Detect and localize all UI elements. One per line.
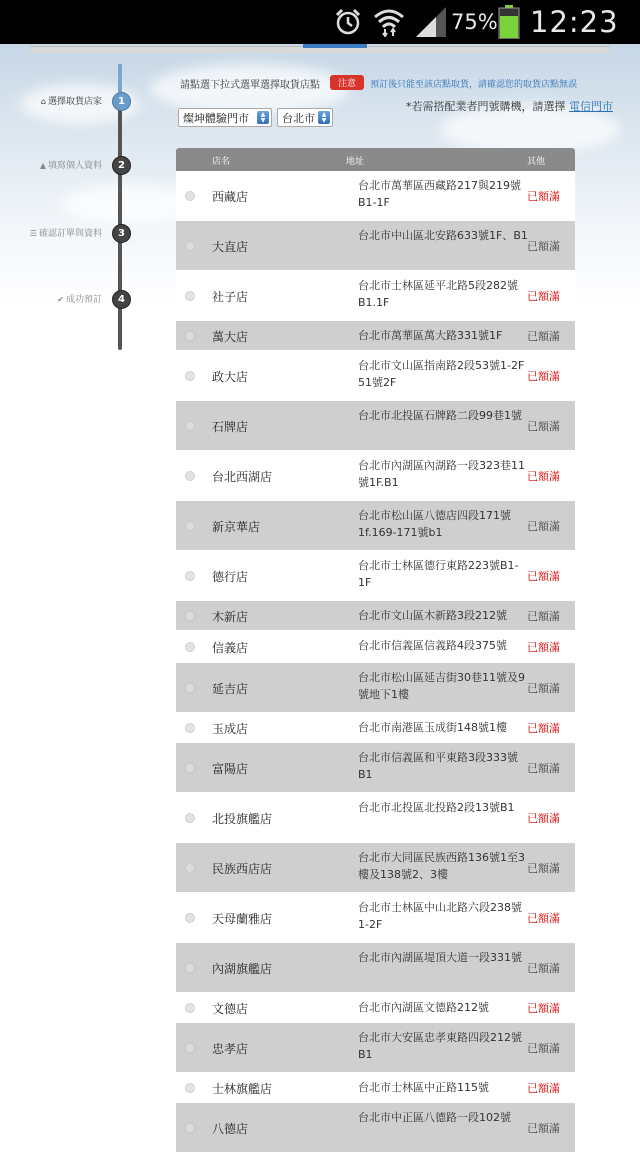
store-status: 已額滿: [527, 240, 560, 253]
store-address: 台北市士林區中山北路六段238號1-2F: [358, 901, 522, 931]
table-row[interactable]: [176, 551, 575, 601]
store-status: 已額滿: [527, 682, 560, 695]
store-name: 延吉店: [212, 682, 249, 696]
store-radio[interactable]: [185, 913, 195, 923]
status-bar: [0, 0, 640, 44]
notice-text: 預訂後只能至該店點取貨，請確認您的取貨店點無誤: [370, 80, 578, 90]
table-row[interactable]: [176, 1023, 575, 1073]
store-radio[interactable]: [185, 371, 195, 381]
store-address: 台北市信義區和平東路3段333號B1: [358, 751, 518, 781]
clock-time: 12:23: [530, 5, 619, 39]
store-name: 忠孝店: [212, 1042, 249, 1056]
active-indicator: [303, 44, 367, 48]
step-3: [0, 224, 130, 244]
store-radio[interactable]: [185, 331, 195, 341]
store-radio[interactable]: [185, 1083, 195, 1093]
store-address: 台北市南港區玉成街148號1樓: [358, 721, 507, 734]
brand-select[interactable]: [178, 108, 272, 127]
instruction-text: 請點選下拉式選單選擇取貨店點: [180, 80, 320, 91]
store-radio[interactable]: [185, 1003, 195, 1013]
check-icon: ✔: [57, 295, 64, 304]
step-3-label: ☰ 確認訂單與資料: [29, 229, 102, 239]
list-icon: ☰: [29, 229, 37, 238]
store-name: 社子店: [212, 290, 249, 304]
store-address: 台北市中正區八德路一段102號: [358, 1111, 511, 1124]
store-status: 已額滿: [527, 641, 560, 654]
signal-icon: [414, 0, 448, 44]
table-row[interactable]: [176, 1103, 575, 1153]
table-row[interactable]: [176, 663, 575, 713]
store-name: 富陽店: [212, 762, 249, 776]
store-status: 已額滿: [527, 962, 560, 975]
store-status: 已額滿: [527, 420, 560, 433]
store-name: 內湖旗艦店: [212, 962, 273, 976]
store-name: 士林旗艦店: [212, 1082, 273, 1096]
store-status: 已額滿: [527, 570, 560, 583]
table-row[interactable]: [176, 401, 575, 451]
step-2-label: ▲ 填寫個人資料: [39, 161, 102, 171]
store-radio[interactable]: [185, 611, 195, 621]
store-radio[interactable]: [185, 1043, 195, 1053]
brand-select-value: 燦坤體驗門市: [183, 111, 249, 125]
store-radio[interactable]: [185, 191, 195, 201]
wifi-icon: [373, 0, 405, 44]
store-status: 已額滿: [527, 812, 560, 825]
store-address: 台北市內湖區內湖路一段323巷11號1F.B1: [358, 459, 525, 489]
header-other: 其他: [527, 157, 546, 167]
store-name: 民族西店店: [212, 862, 273, 876]
step-1: [0, 92, 130, 112]
store-name: 萬大店: [212, 330, 249, 344]
table-row[interactable]: [176, 451, 575, 501]
store-status: 已額滿: [527, 762, 560, 775]
city-select-value: 台北市: [282, 111, 315, 125]
city-select[interactable]: [277, 108, 333, 127]
table-body: [176, 171, 575, 1153]
store-address: 台北市北投區北投路2段13號B1: [358, 801, 515, 814]
store-name: 文德店: [212, 1002, 249, 1016]
store-address: 台北市士林區德行東路223號B1-1F: [358, 559, 519, 589]
table-row[interactable]: [176, 501, 575, 551]
table-row[interactable]: [176, 171, 575, 221]
store-radio[interactable]: [185, 763, 195, 773]
table-row[interactable]: [176, 943, 575, 993]
select-arrows-icon: ▲ ▼: [257, 111, 269, 124]
alarm-icon: [333, 0, 363, 44]
store-name: 大直店: [212, 240, 249, 254]
store-radio[interactable]: [185, 1123, 195, 1133]
store-radio[interactable]: [185, 863, 195, 873]
store-name: 德行店: [212, 570, 249, 584]
store-radio[interactable]: [185, 723, 195, 733]
store-address: 台北市大安區忠孝東路四段212號B1: [358, 1031, 522, 1061]
store-status: 已額滿: [527, 190, 560, 203]
store-status: 已額滿: [527, 1002, 560, 1015]
store-status: 已額滿: [527, 330, 560, 343]
carrier-note-text: *若需搭配業者門號購機，請選擇: [406, 100, 566, 113]
store-name: 木新店: [212, 610, 249, 624]
step-4-number: 4: [112, 290, 131, 309]
store-address: 台北市文山區指南路2段53號1-2F 51號2F: [358, 359, 525, 389]
table-header: [176, 148, 575, 171]
store-status: 已額滿: [527, 610, 560, 623]
step-3-number: 3: [112, 224, 131, 243]
store-radio[interactable]: [185, 642, 195, 652]
notice-badge: 注意: [330, 75, 364, 90]
step-4: [0, 290, 130, 310]
table-row[interactable]: [176, 713, 575, 743]
table-row[interactable]: [176, 993, 575, 1023]
step-2-number: 2: [112, 156, 131, 175]
table-row[interactable]: [176, 321, 575, 351]
battery-percent: 75%: [451, 10, 498, 34]
user-icon: ▲: [39, 161, 46, 170]
store-radio[interactable]: [185, 813, 195, 823]
store-address: 台北市士林區延平北路5段282號B1.1F: [358, 279, 518, 309]
store-status: 已額滿: [527, 370, 560, 383]
store-status: 已額滿: [527, 1122, 560, 1135]
store-address: 台北市士林區中正路115號: [358, 1081, 489, 1094]
table-row[interactable]: [176, 351, 575, 401]
step-2: [0, 156, 130, 176]
store-name: 信義店: [212, 641, 249, 655]
store-status: 已額滿: [527, 1042, 560, 1055]
store-radio[interactable]: [185, 571, 195, 581]
select-arrows-icon: ▲ ▼: [318, 111, 330, 124]
home-icon: ⌂: [40, 97, 46, 106]
carrier-note: [406, 98, 616, 115]
store-address: 台北市文山區木新路3段212號: [358, 609, 507, 622]
step-1-number: 1: [112, 92, 131, 111]
table-row[interactable]: [176, 843, 575, 893]
step-1-label: ⌂ 選擇取貨店家: [40, 97, 102, 107]
table-row[interactable]: [176, 793, 575, 843]
table-row[interactable]: [176, 271, 575, 321]
store-status: 已額滿: [527, 1082, 560, 1095]
store-address: 台北市內湖區文德路212號: [358, 1001, 489, 1014]
step-4-label: ✔ 成功預訂: [57, 295, 102, 305]
table-row[interactable]: [176, 893, 575, 943]
store-name: 玉成店: [212, 722, 249, 736]
table-row[interactable]: [176, 631, 575, 663]
store-radio[interactable]: [185, 291, 195, 301]
store-radio[interactable]: [185, 471, 195, 481]
telecom-store-link[interactable]: 電信門市: [569, 100, 613, 113]
store-radio[interactable]: [185, 421, 195, 431]
store-status: 已額滿: [527, 722, 560, 735]
store-name: 石牌店: [212, 420, 249, 434]
store-status: 已額滿: [527, 520, 560, 533]
store-address: 台北市中山區北安路633號1F、B1: [358, 229, 528, 242]
store-status: 已額滿: [527, 912, 560, 925]
header-address: 地址: [346, 157, 365, 167]
table-row[interactable]: [176, 1073, 575, 1103]
store-address: 台北市松山區八德店四段171號1f.169-171號b1: [358, 509, 511, 539]
store-radio[interactable]: [185, 241, 195, 251]
store-address: 台北市內湖區堤頂大道一段331號: [358, 951, 522, 964]
store-name: 天母蘭雅店: [212, 912, 273, 926]
store-name: 八德店: [212, 1122, 249, 1136]
store-radio[interactable]: [185, 521, 195, 531]
store-address: 台北市松山區延吉街30巷11號及9號地下1樓: [358, 671, 525, 701]
store-name: 新京華店: [212, 520, 261, 534]
store-address: 台北市信義區信義路4段375號: [358, 639, 507, 652]
store-address: 台北市萬華區西藏路217與219號B1-1F: [358, 179, 521, 209]
store-status: 已額滿: [527, 470, 560, 483]
store-table: [176, 148, 575, 1153]
store-radio[interactable]: [185, 963, 195, 973]
store-address: 台北市北投區石牌路二段99巷1號: [358, 409, 522, 422]
table-row[interactable]: [176, 221, 575, 271]
store-name: 北投旗艦店: [212, 812, 273, 826]
store-name: 台北西湖店: [212, 470, 273, 484]
table-row[interactable]: [176, 601, 575, 631]
store-name: 政大店: [212, 370, 249, 384]
store-address: 台北市大同區民族西路136號1至3樓及138號2、3樓: [358, 851, 525, 881]
store-address: 台北市萬華區萬大路331號1F: [358, 329, 503, 342]
table-row[interactable]: [176, 743, 575, 793]
store-radio[interactable]: [185, 683, 195, 693]
header-name: 店名: [212, 157, 231, 167]
battery-icon: [498, 0, 520, 44]
store-name: 西藏店: [212, 190, 249, 204]
store-status: 已額滿: [527, 290, 560, 303]
store-status: 已額滿: [527, 862, 560, 875]
